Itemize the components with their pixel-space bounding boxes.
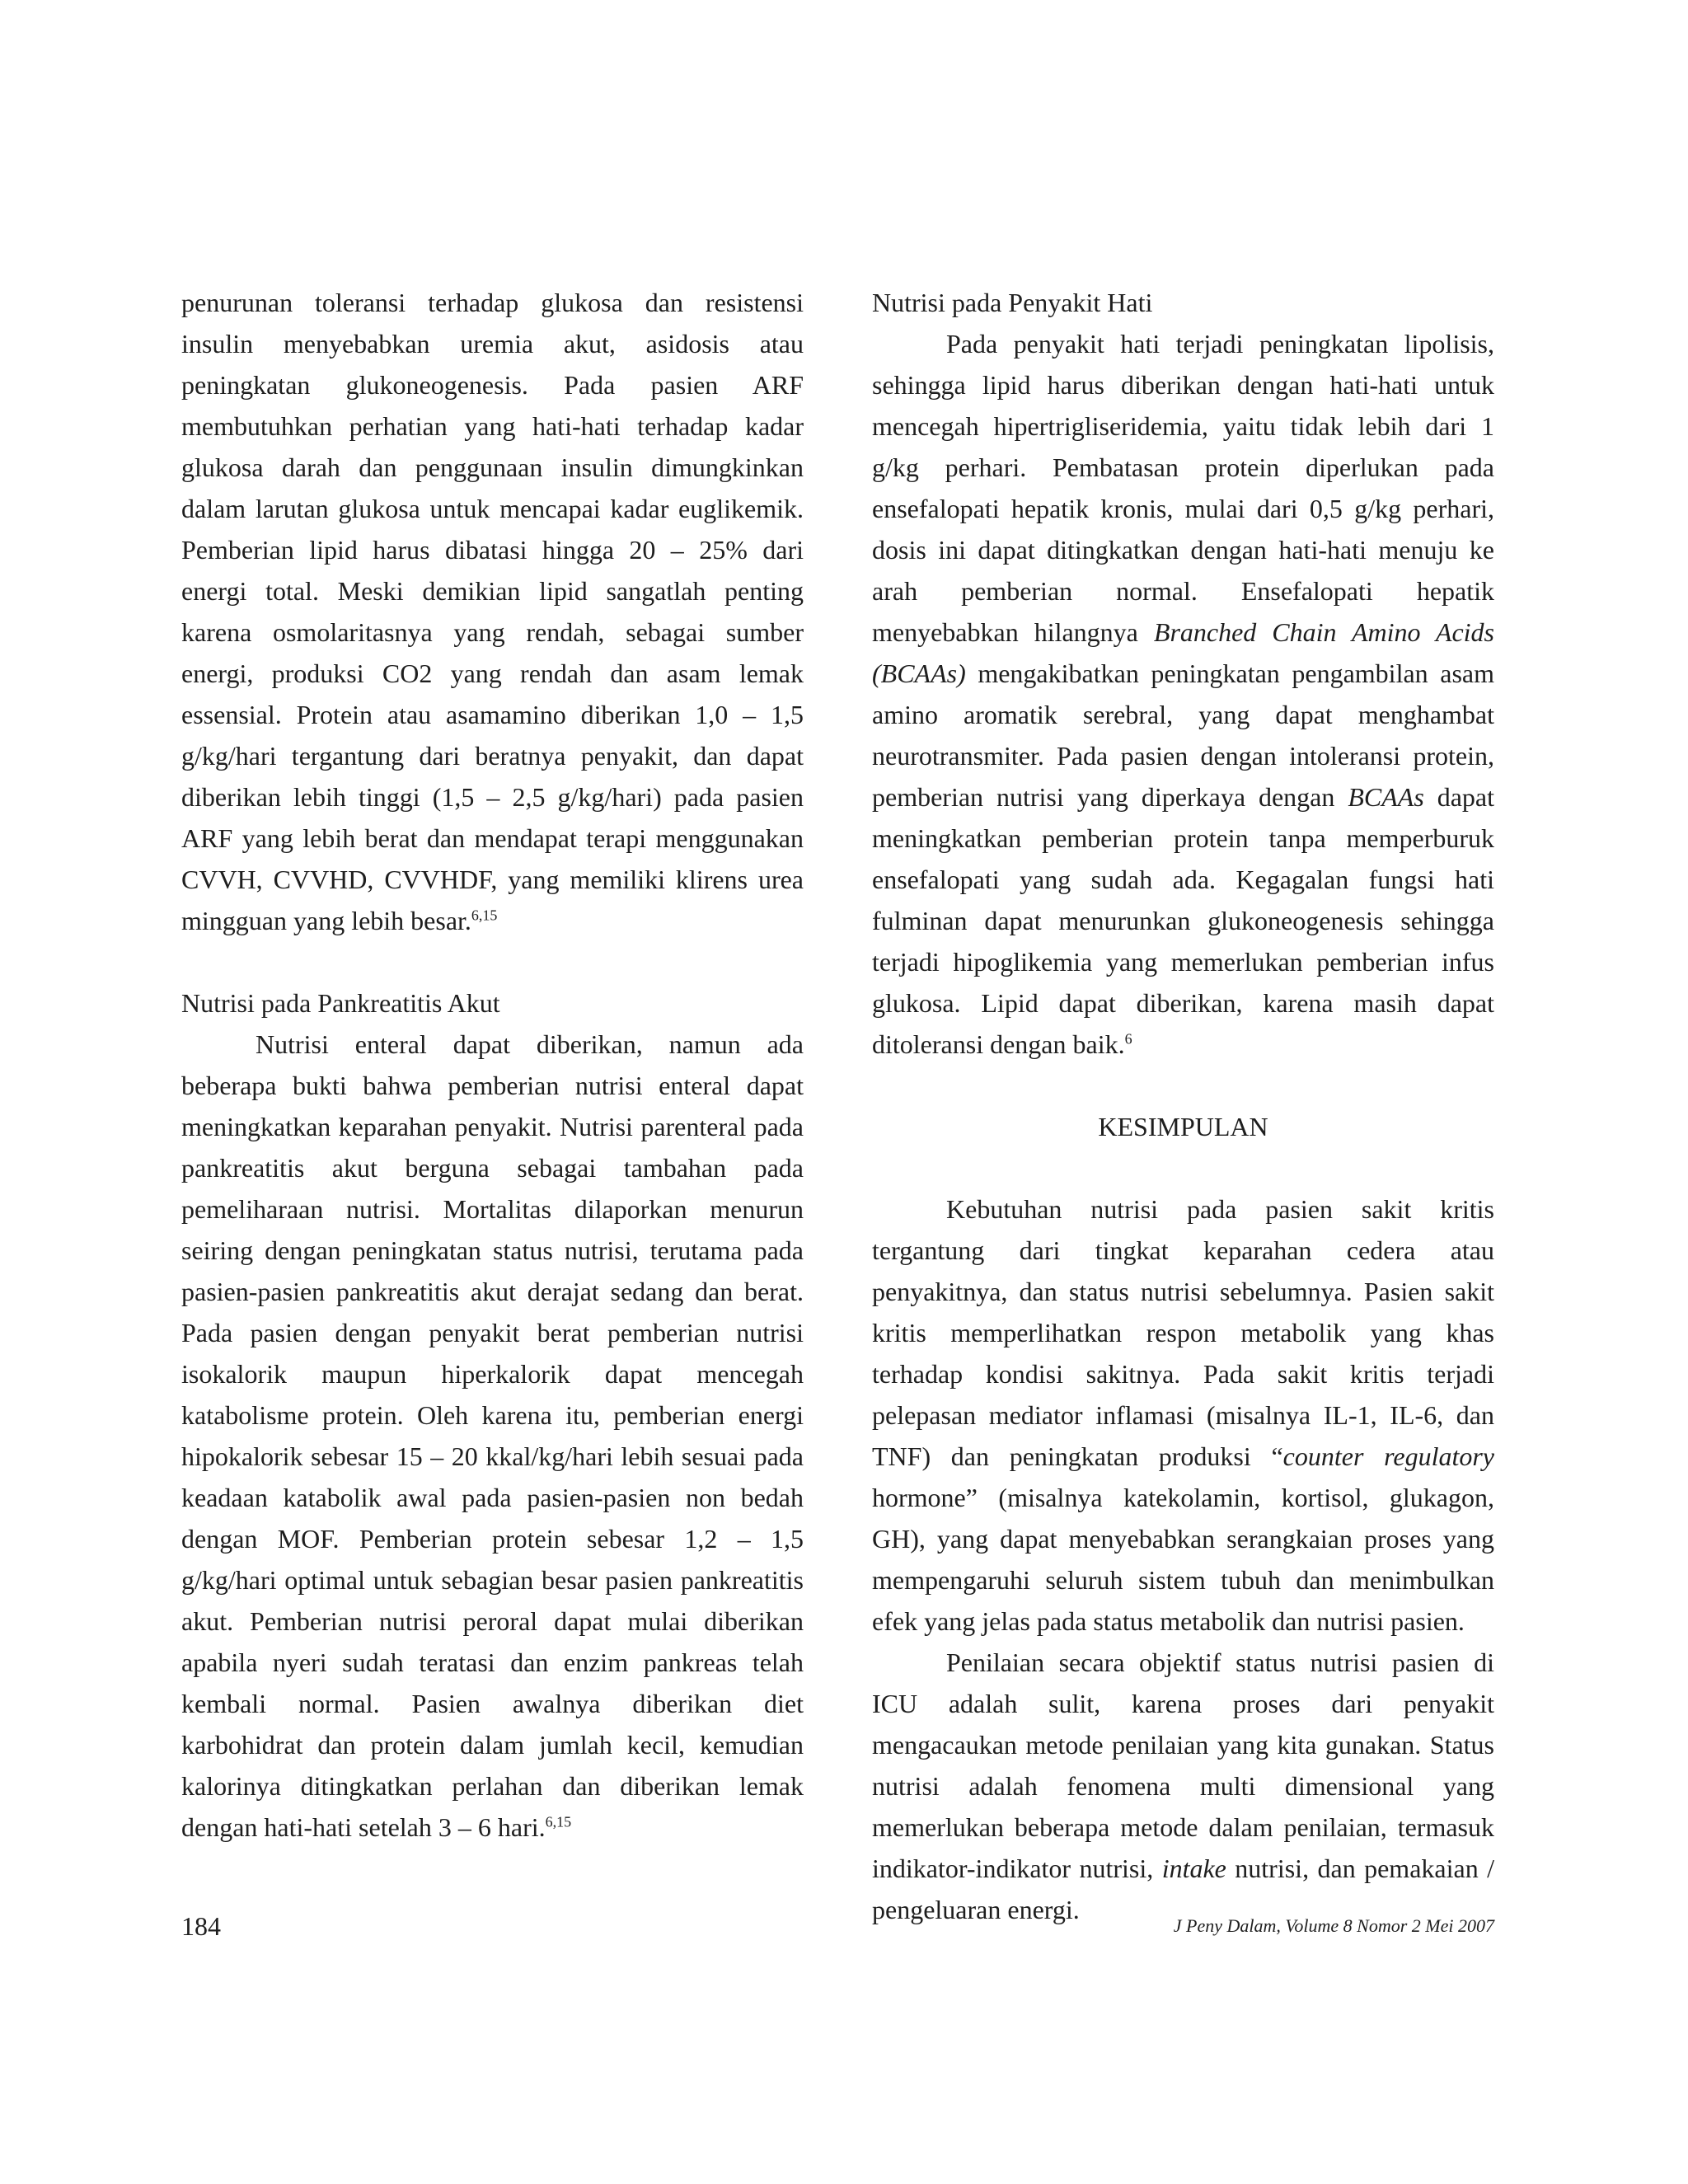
paragraph-spacer <box>181 941 804 982</box>
paragraph-text: mengakibatkan peningkatan pengambilan asam amino aromatik serebral, yang dapat menghambat neurotransmiter. Pada pasien dengan intoleransi protein, pemberian nutrisi yang diperkaya dengan <box>872 658 1494 812</box>
paragraph-pankreatitis <box>181 1024 804 1848</box>
citation-superscript: 6,15 <box>471 907 498 924</box>
citation-superscript: 6,15 <box>545 1813 572 1830</box>
subheading-penyakit-hati: Nutrisi pada Penyakit Hati <box>872 288 1153 317</box>
journal-citation: J Peny Dalam, Volume 8 Nomor 2 Mei 2007 <box>1173 1915 1494 1936</box>
paragraph-kesimpulan-1 <box>872 1188 1494 1642</box>
italic-term: BCAAs <box>1348 782 1424 812</box>
paragraph-text: Kebutuhan nutrisi pada pasien sakit kritis tergantung dari tingkat keparahan cedera atau penyakitnya, dan status nutrisi sebelumnya. Pasien sakit kritis memperlihatkan respon metabolik yang khas terhadap kondisi sakitnya. Pada sakit kritis terjadi pelepasan mediator inflamasi (misalnya IL-1, IL-6, dan TNF) dan peningkatan produksi “ <box>872 1194 1494 1471</box>
paragraph-text: Pada penyakit hati terjadi peningkatan lipolisis, sehingga lipid harus diberikan dengan hati-hati untuk mencegah hipertrigliseridemia, yaitu tidak lebih dari 1 g/kg perhari. Pembatasan protein diperlukan pada ensefalopati hepatik kronis, mulai dari 0,5 g/kg perhari, dosis ini dapat ditingkatkan dengan hati-hati menuju ke arah pemberian normal. Ensefalopati hepatik menyebabkan hilangnya <box>872 329 1494 647</box>
page-number: 184 <box>181 1911 221 1941</box>
paragraph-pankreatitis-text: Nutrisi enteral dapat diberikan, namun ada beberapa bukti bahwa pemberian nutrisi enteral dapat meningkatkan keparahan penyakit. Nutrisi parenteral pada pankreatitis akut berguna sebagai tambahan pada pemeliharaan nutrisi. Mortalitas dilaporkan menurun seiring dengan peningkatan status nutrisi, terutama pada pasien-pasien pankreatitis akut derajat sedang dan berat. Pada pasien dengan penyakit berat pemberian nutrisi isokalorik maupun hiperkalorik dapat mencegah katabolisme protein. Oleh karena itu, pemberian energi hipokalorik sebesar 15 – 20 kkal/kg/hari lebih sesuai pada keadaan katabolik awal pada pasien-pasien non bedah dengan MOF. Pemberian protein sebesar 1,2 – 1,5 g/kg/hari optimal untuk sebagian besar pasien pankreatitis akut. Pemberian nutrisi peroral dapat mulai diberikan apabila nyeri sudah teratasi dan enzim pankreas telah kembali normal. Pasien awalnya diberikan diet karbohidrat dan protein dalam jumlah kecil, kemudian kalorinya ditingkatkan perlahan dan diberikan lemak dengan hati-hati setelah 3 – 6 hari. <box>181 1029 804 1842</box>
italic-term: Branched Chain Amino Acids (BCAAs) <box>872 617 1495 688</box>
paragraph-text: hormone” (misalnya katekolamin, kortisol, glukagon, GH), yang dapat menyebabkan serangkaian proses yang mempengaruhi seluruh sistem tubuh dan menimbulkan efek yang jelas pada status metabolik dan nutrisi pasien. <box>872 1483 1494 1636</box>
paragraph-text: dapat meningkatkan pemberian protein tanpa memperburuk ensefalopati yang sudah ada. Kegagalan fungsi hati fulminan dapat menurunkan glukoneogenesis sehingga terjadi hipoglikemia yang memerlukan pemberian infus glukosa. Lipid dapat diberikan, karena masih dapat ditoleransi dengan baik. <box>872 782 1495 1059</box>
paragraph-text: Penilaian secara objektif status nutrisi pasien di ICU adalah sulit, karena proses dari penyakit mengacaukan metode penilaian yang kita gunakan. Status nutrisi adalah fenomena multi dimensional yang memerlukan beberapa metode dalam penilaian, termasuk indikator-indikator nutrisi, <box>872 1647 1494 1883</box>
paragraph-arf <box>181 282 804 941</box>
paragraph-arf-text: penurunan toleransi terhadap glukosa dan resistensi insulin menyebabkan uremia akut, asidosis atau peningkatan glukoneogenesis. Pada pasien ARF membutuhkan perhatian yang hati-hati terhadap kadar glukosa darah dan penggunaan insulin dimungkinkan dalam larutan glukosa untuk mencapai kadar euglikemik. Pemberian lipid harus dibatasi hingga 20 – 25% dari energi total. Meski demikian lipid sangatlah penting karena osmolaritasnya yang rendah, sebagai sumber energi, produksi CO2 yang rendah dan asam lemak essensial. Protein atau asamamino diberikan 1,0 – 1,5 g/kg/hari tergantung dari beratnya penyakit, dan dapat diberikan lebih tinggi (1,5 – 2,5 g/kg/hari) pada pasien ARF yang lebih berat dan mendapat terapi menggunakan CVVH, CVVHD, CVVHDF, yang memiliki klirens urea mingguan yang lebih besar. <box>181 288 804 935</box>
paragraph-text: nutrisi, dan pemakaian / pengeluaran energi. <box>872 1854 1494 1924</box>
left-column <box>181 282 804 1848</box>
italic-term: counter regulatory <box>1282 1441 1494 1471</box>
citation-superscript: 6 <box>1124 1030 1132 1047</box>
section-title-kesimpulan: KESIMPULAN <box>1098 1112 1268 1141</box>
paragraph-kesimpulan-2 <box>872 1642 1494 1930</box>
subheading-pankreatitis: Nutrisi pada Pankreatitis Akut <box>181 988 500 1018</box>
paragraph-spacer <box>872 1065 1494 1106</box>
italic-term: intake <box>1161 1854 1226 1883</box>
paragraph-penyakit-hati <box>872 323 1494 1065</box>
paragraph-spacer <box>872 1147 1494 1188</box>
right-column <box>872 282 1494 1930</box>
